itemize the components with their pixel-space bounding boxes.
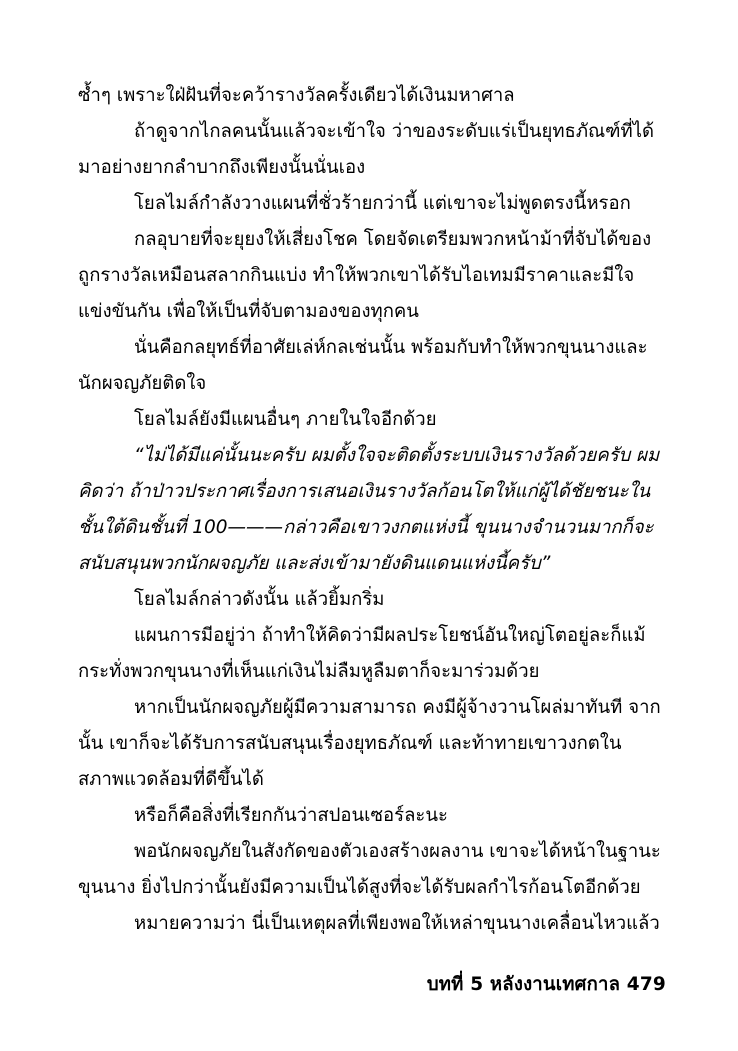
paragraph: หมายความว่า นี่เป็นเหตุผลที่เพียงพอให้เหล่าขุนนางเคลื่อนไหวแล้ว — [134, 913, 660, 934]
paragraph-dialogue: “ไม่ได้มีแค่นั้นนะครับ ผมตั้งใจจะติดตั้งระบบเงินรางวัลด้วยครับ ผมคิดว่า ถ้าป่าวประกาศเรื่องการเสนอเงินรางวัลก้อนโตให้แก่ผู้ได้ชัยชนะในชั้นใต้ดินชั้นที่ 100———กล่าวคือเขาวงกตแห่งนี้ ขุนนางจำนวนมากก็จะสนับสนุนพวกนักผจญภัย และส่งเข้ามายังดินแดนแห่งนี้ครับ” — [78, 445, 660, 574]
paragraph: หรือก็คือสิ่งที่เรียกกันว่าสปอนเซอร์ละนะ — [134, 805, 448, 826]
paragraph: แผนการมีอยู่ว่า ถ้าทำให้คิดว่ามีผลประโยชน์อันใหญ่โตอยู่ละก็แม้กระทั่งพวกขุนนางที่เห็นแก่เงินไม่ลืมหูลืมตาก็จะมาร่วมด้วย — [78, 625, 646, 682]
paragraph: นั่นคือกลยุทธ์ที่อาศัยเล่ห์กลเช่นนั้น พร้อมกับทำให้พวกขุนนางและนักผจญภัยติดใจ — [78, 337, 648, 394]
paragraph: หากเป็นนักผจญภัยผู้มีความสามารถ คงมีผู้จ้างวานโผล่มาทันที จากนั้น เขาก็จะได้รับการสนับสนุนเรื่องยุทธภัณฑ์ และท้าทายเขาวงกตในสภาพแวดล้อมที่ดีขึ้นได้ — [78, 697, 661, 790]
paragraph: ซ้ำๆ เพราะใฝ่ฝันที่จะคว้ารางวัลครั้งเดียวได้เงินมหาศาล — [78, 85, 515, 106]
paragraph: ถ้าดูจากไกลคนนั้นแล้วจะเข้าใจ ว่าของระดับแร่เป็นยุทธภัณฑ์ที่ได้มาอย่างยากลำบากถึงเพียงนั้นนั่นเอง — [78, 121, 655, 178]
paragraph: โยลไมล์กล่าวดังนั้น แล้วยิ้มกริ่ม — [134, 589, 385, 610]
page-body — [78, 78, 666, 942]
paragraph: กลอุบายที่จะยุยงให้เสี่ยงโชค โดยจัดเตรียมพวกหน้าม้าที่จับได้ของถูกรางวัลเหมือนสลากกินแบ่ง ทำให้พวกเขาได้รับไอเทมมีราคาและมีใจแข่งขันกัน เพื่อให้เป็นที่จับตามองของทุกคน — [78, 229, 652, 322]
page-footer: บทที่ 5 หลังงานเทศกาล 479 — [426, 974, 666, 995]
paragraph: โยลไมล์กำลังวางแผนที่ชั่วร้ายกว่านี้ แต่เขาจะไม่พูดตรงนี้หรอก — [134, 193, 631, 214]
paragraph: โยลไมล์ยังมีแผนอื่นๆ ภายในใจอีกด้วย — [134, 409, 437, 430]
paragraph: พอนักผจญภัยในสังกัดของตัวเองสร้างผลงาน เขาจะได้หน้าในฐานะขุนนาง ยิ่งไปกว่านั้นยังมีความเป็นได้สูงที่จะได้รับผลกำไรก้อนโตอีกด้วย — [78, 841, 661, 898]
